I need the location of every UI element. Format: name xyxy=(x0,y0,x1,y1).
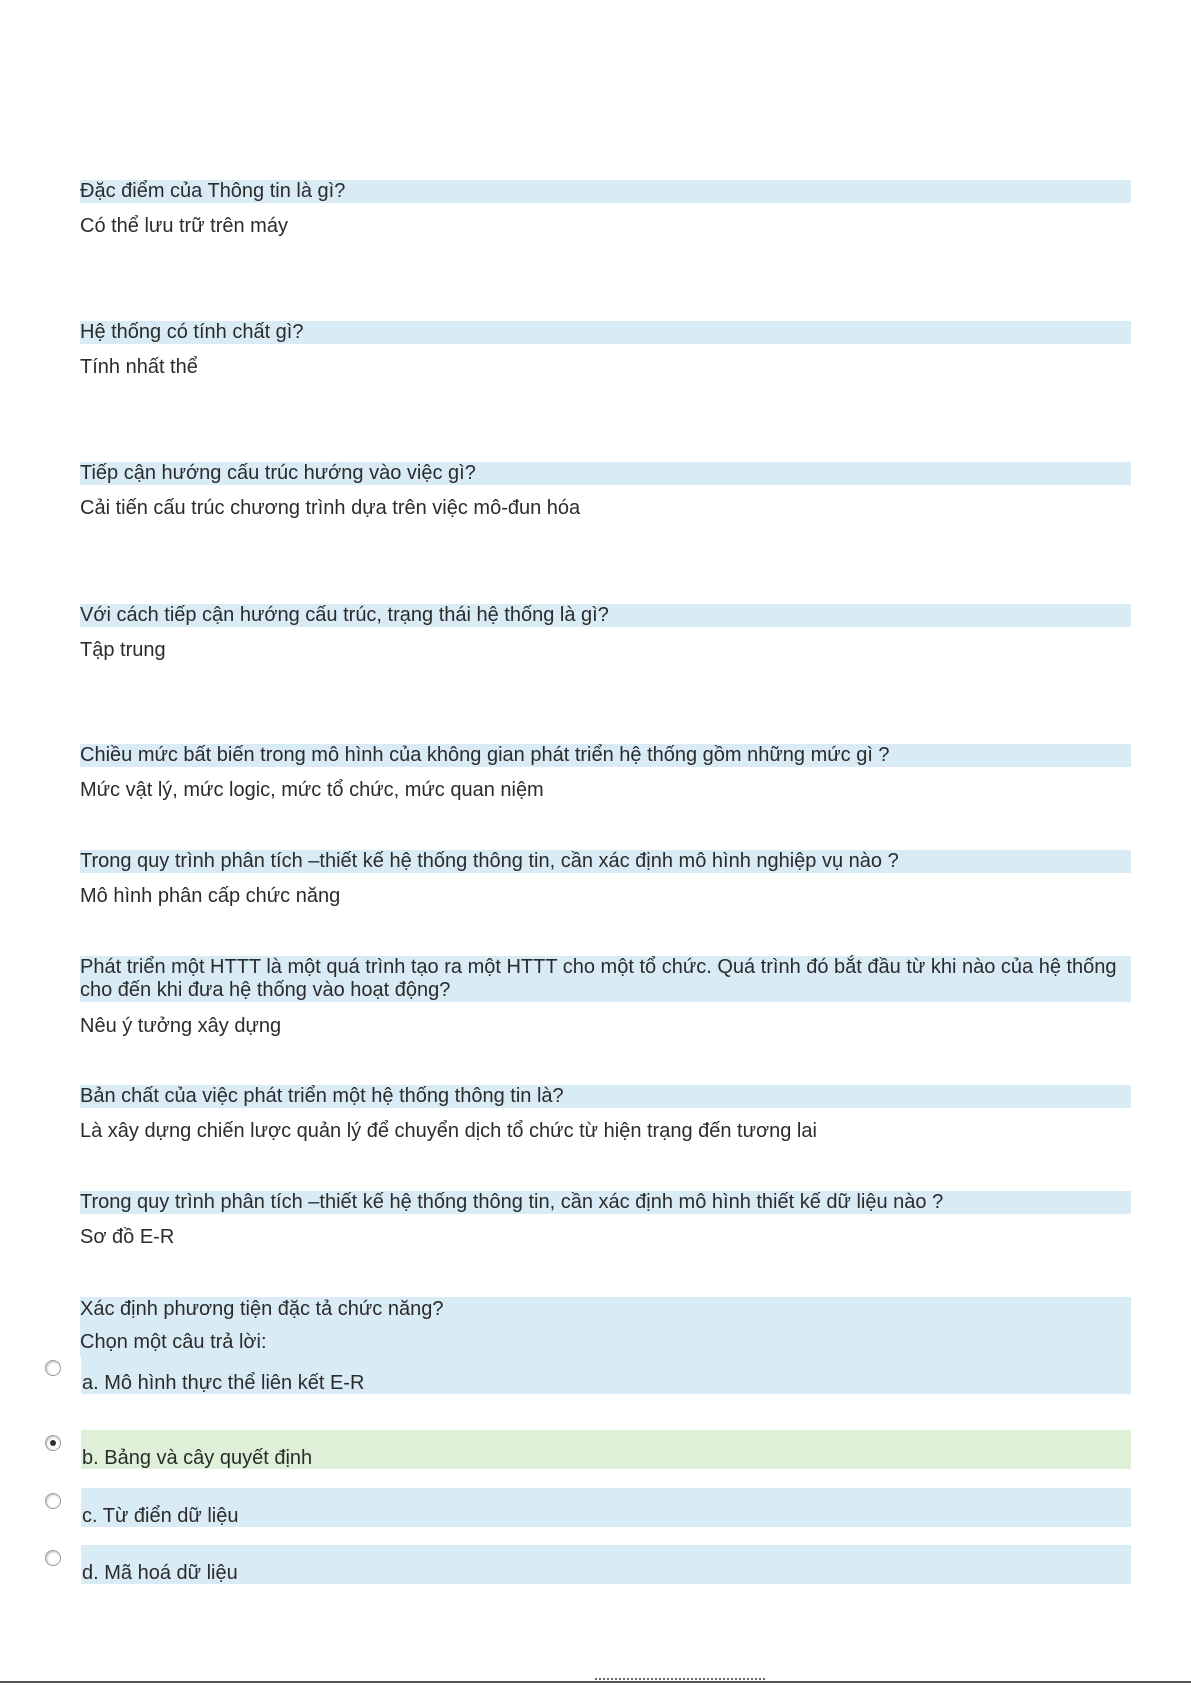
option-a[interactable] xyxy=(43,1355,1131,1394)
option-a-radio[interactable] xyxy=(45,1360,61,1376)
option-d[interactable] xyxy=(43,1545,1131,1584)
answer-4: Tập trung xyxy=(80,639,166,661)
answer-7: Nêu ý tưởng xây dựng xyxy=(80,1015,282,1037)
page-divider-dots xyxy=(595,1678,765,1684)
answer-6: Mô hình phân cấp chức năng xyxy=(80,885,341,907)
answer-3: Cải tiến cấu trúc chương trình dựa trên việc mô-đun hóa xyxy=(80,497,581,519)
option-c-radio[interactable] xyxy=(45,1493,61,1509)
question-3: Tiếp cận hướng cấu trúc hướng vào việc gì? xyxy=(80,462,1131,485)
quiz-header xyxy=(80,1297,1131,1357)
question-8: Bản chất của việc phát triển một hệ thống thông tin là? xyxy=(80,1085,1131,1108)
question-7: Phát triển một HTTT là một quá trình tạo ra một HTTT cho một tổ chức. Quá trình đó bắt đầu từ khi nào của hệ thống cho đến khi đưa hệ thống vào hoạt động? xyxy=(80,956,1131,1002)
option-c[interactable] xyxy=(43,1488,1131,1527)
answer-9: Sơ đồ E-R xyxy=(80,1226,175,1248)
option-d-bar xyxy=(81,1545,1131,1584)
option-b[interactable] xyxy=(43,1430,1131,1469)
answer-1: Có thể lưu trữ trên máy xyxy=(80,215,288,237)
option-d-radio[interactable] xyxy=(45,1550,61,1566)
option-a-label: a. Mô hình thực thể liên kết E-R xyxy=(82,1372,365,1394)
answer-5: Mức vật lý, mức logic, mức tổ chức, mức quan niệm xyxy=(80,779,544,801)
question-9: Trong quy trình phân tích –thiết kế hệ thống thông tin, cần xác định mô hình thiết kế dữ liệu nào ? xyxy=(80,1191,1131,1214)
answer-8: Là xây dựng chiến lược quản lý để chuyển dịch tổ chức từ hiện trạng đến tương lai xyxy=(80,1120,817,1142)
question-1: Đặc điểm của Thông tin là gì? xyxy=(80,180,1131,203)
question-6: Trong quy trình phân tích –thiết kế hệ thống thông tin, cần xác định mô hình nghiệp vụ nào ? xyxy=(80,850,1131,873)
question-2: Hệ thống có tính chất gì? xyxy=(80,321,1131,344)
answer-2: Tính nhất thể xyxy=(80,356,198,378)
option-b-label: b. Bảng và cây quyết định xyxy=(82,1447,313,1469)
quiz-prompt: Chọn một câu trả lời: xyxy=(80,1331,267,1353)
question-4: Với cách tiếp cận hướng cấu trúc, trạng thái hệ thống là gì? xyxy=(80,604,1131,627)
question-5: Chiều mức bất biến trong mô hình của không gian phát triển hệ thống gồm những mức gì ? xyxy=(80,744,1131,767)
option-c-bar xyxy=(81,1488,1131,1527)
option-d-label: d. Mã hoá dữ liệu xyxy=(82,1562,238,1584)
quiz-question: Xác định phương tiện đặc tả chức năng? xyxy=(80,1298,444,1320)
option-b-radio[interactable] xyxy=(45,1435,61,1451)
option-c-label: c. Từ điển dữ liệu xyxy=(82,1505,239,1527)
